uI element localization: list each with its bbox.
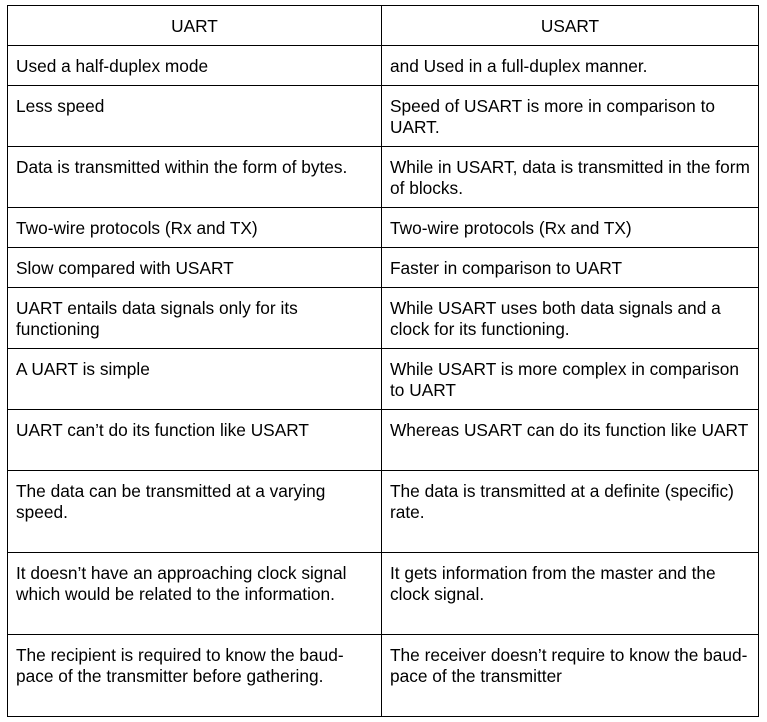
usart-cell: The receiver doesn’t require to know the baud-pace of the transmitter [382,635,759,717]
usart-cell: Faster in comparison to UART [382,248,759,288]
header-uart: UART [8,6,382,46]
header-usart: USART [382,6,759,46]
table-row [8,410,759,471]
table-row [8,288,759,349]
usart-cell: Two-wire protocols (Rx and TX) [382,208,759,248]
uart-cell: Slow compared with USART [8,248,382,288]
usart-cell: It gets information from the master and the clock signal. [382,553,759,635]
table-header [8,6,759,46]
usart-cell: and Used in a full-duplex manner. [382,46,759,86]
table-row [8,208,759,248]
uart-cell: UART can’t do its function like USART [8,410,382,471]
uart-cell: The data can be transmitted at a varying speed. [8,471,382,553]
uart-cell: Less speed [8,86,382,147]
table-row [8,248,759,288]
comparison-table [7,5,759,717]
table-body [8,46,759,717]
table-row [8,86,759,147]
uart-cell: UART entails data signals only for its functioning [8,288,382,349]
uart-cell: A UART is simple [8,349,382,410]
usart-cell: The data is transmitted at a definite (specific) rate. [382,471,759,553]
uart-cell: Two-wire protocols (Rx and TX) [8,208,382,248]
usart-cell: Speed of USART is more in comparison to UART. [382,86,759,147]
uart-cell: It doesn’t have an approaching clock signal which would be related to the information. [8,553,382,635]
table-row [8,46,759,86]
table-row [8,349,759,410]
usart-cell: While USART uses both data signals and a clock for its functioning. [382,288,759,349]
usart-cell: While in USART, data is transmitted in the form of blocks. [382,147,759,208]
table-row [8,471,759,553]
usart-cell: While USART is more complex in comparison to UART [382,349,759,410]
table-row [8,635,759,717]
table-row [8,553,759,635]
header-row [8,6,759,46]
usart-cell: Whereas USART can do its function like UART [382,410,759,471]
uart-cell: Used a half-duplex mode [8,46,382,86]
uart-cell: The recipient is required to know the baud-pace of the transmitter before gathering. [8,635,382,717]
table-row [8,147,759,208]
uart-cell: Data is transmitted within the form of bytes. [8,147,382,208]
